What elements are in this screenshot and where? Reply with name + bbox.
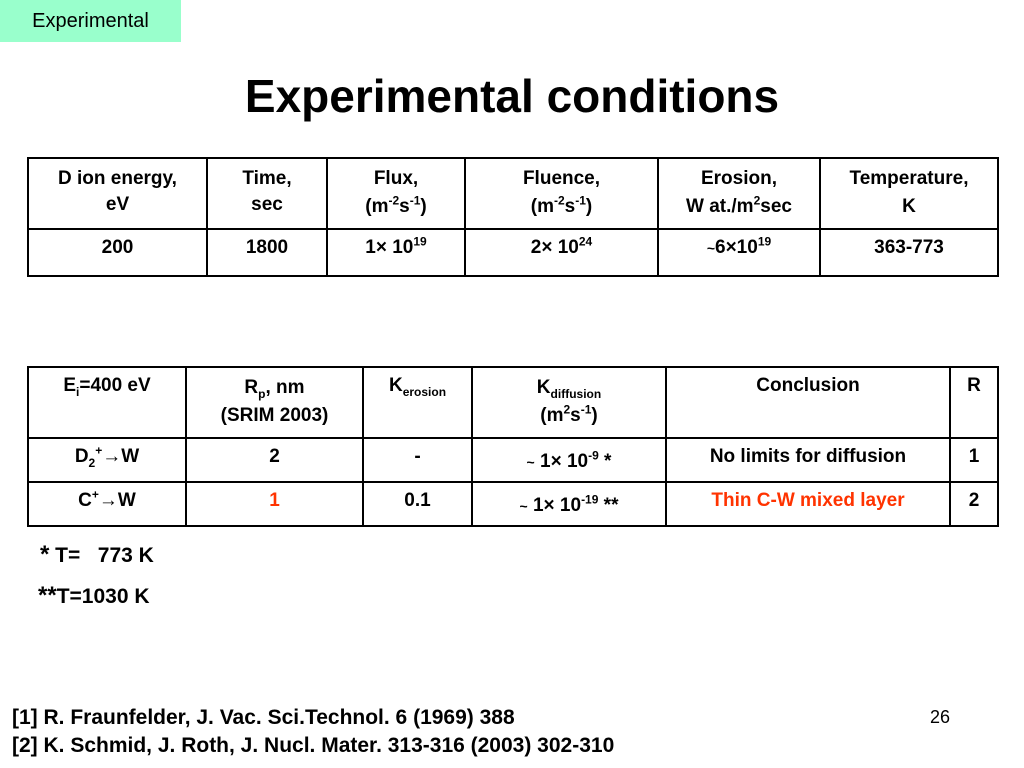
cell-conclusion-d2: No limits for diffusion [666,438,950,482]
section-tag: Experimental [0,0,181,42]
cell-rp-c: 1 [186,482,363,526]
cell-kero-c: 0.1 [363,482,472,526]
cell-energy: 200 [28,229,207,276]
header-k-diffusion: $K_{diffusion}$ $(m^2s^{-1})$ [472,367,666,438]
cell-erosion: $\sim 6\times 10^{19}$ [658,229,820,276]
results-row-d2 [28,438,998,482]
header-conclusion: Conclusion [666,367,950,438]
conditions-data-row [28,229,998,276]
header-k-erosion: $K_{erosion}$ [363,367,472,438]
header-ion-energy: D ion energy, eV [28,158,207,229]
cell-rp-d2: 2 [186,438,363,482]
reference-2: [2] K. Schmid, J. Roth, J. Nucl. Mater. 313-316 (2003) 302-310 [12,734,615,757]
header-flux: Flux, $(m^{-2}s^{-1})$ [327,158,465,229]
results-table [27,366,999,527]
conditions-table [27,157,999,277]
header-erosion: Erosion, W $at./m^2\sec$ [658,158,820,229]
cell-conclusion-c: Thin C-W mixed layer [666,482,950,526]
cell-kdiff-d2: ~ $1\times 10^{-9}$ * [472,438,666,482]
cell-kero-d2: - [363,438,472,482]
cell-r-c: 2 [950,482,998,526]
cell-r-d2: 1 [950,438,998,482]
footnote-double-star: **T=1030 K [38,582,150,609]
header-ion-energy-400: $E_i=400$ eV [28,367,186,438]
cell-time: 1800 [207,229,327,276]
results-row-c [28,482,998,526]
cell-flux: $1\times 10^{19}$ [327,229,465,276]
cell-ion-d2: $D_2^+\to W$ [28,438,186,482]
header-time: Time, sec [207,158,327,229]
cell-ion-c: C+→W [28,482,186,526]
cell-temperature: 363-773 [820,229,998,276]
page-title: Experimental conditions [244,70,780,122]
cell-fluence: $2\times 10^{24}$ [465,229,658,276]
cell-kdiff-c: ~ $1\times 10^{-19}$ ** [472,482,666,526]
header-temperature: Temperature, K [820,158,998,229]
reference-1: [1] R. Fraunfelder, J. Vac. Sci.Technol. 6 (1969) 388 [12,706,515,729]
results-header-row [28,367,998,438]
header-fluence: Fluence, $(m^{-2}s^{-1})$ [465,158,658,229]
header-reference: R [950,367,998,438]
conditions-header-row [28,158,998,229]
footnote-single-star: * T= 773 K [40,541,154,568]
header-projected-range: $R_p$, nm (SRIM 2003) [186,367,363,438]
page-number: 26 [930,707,951,727]
references [12,704,614,760]
